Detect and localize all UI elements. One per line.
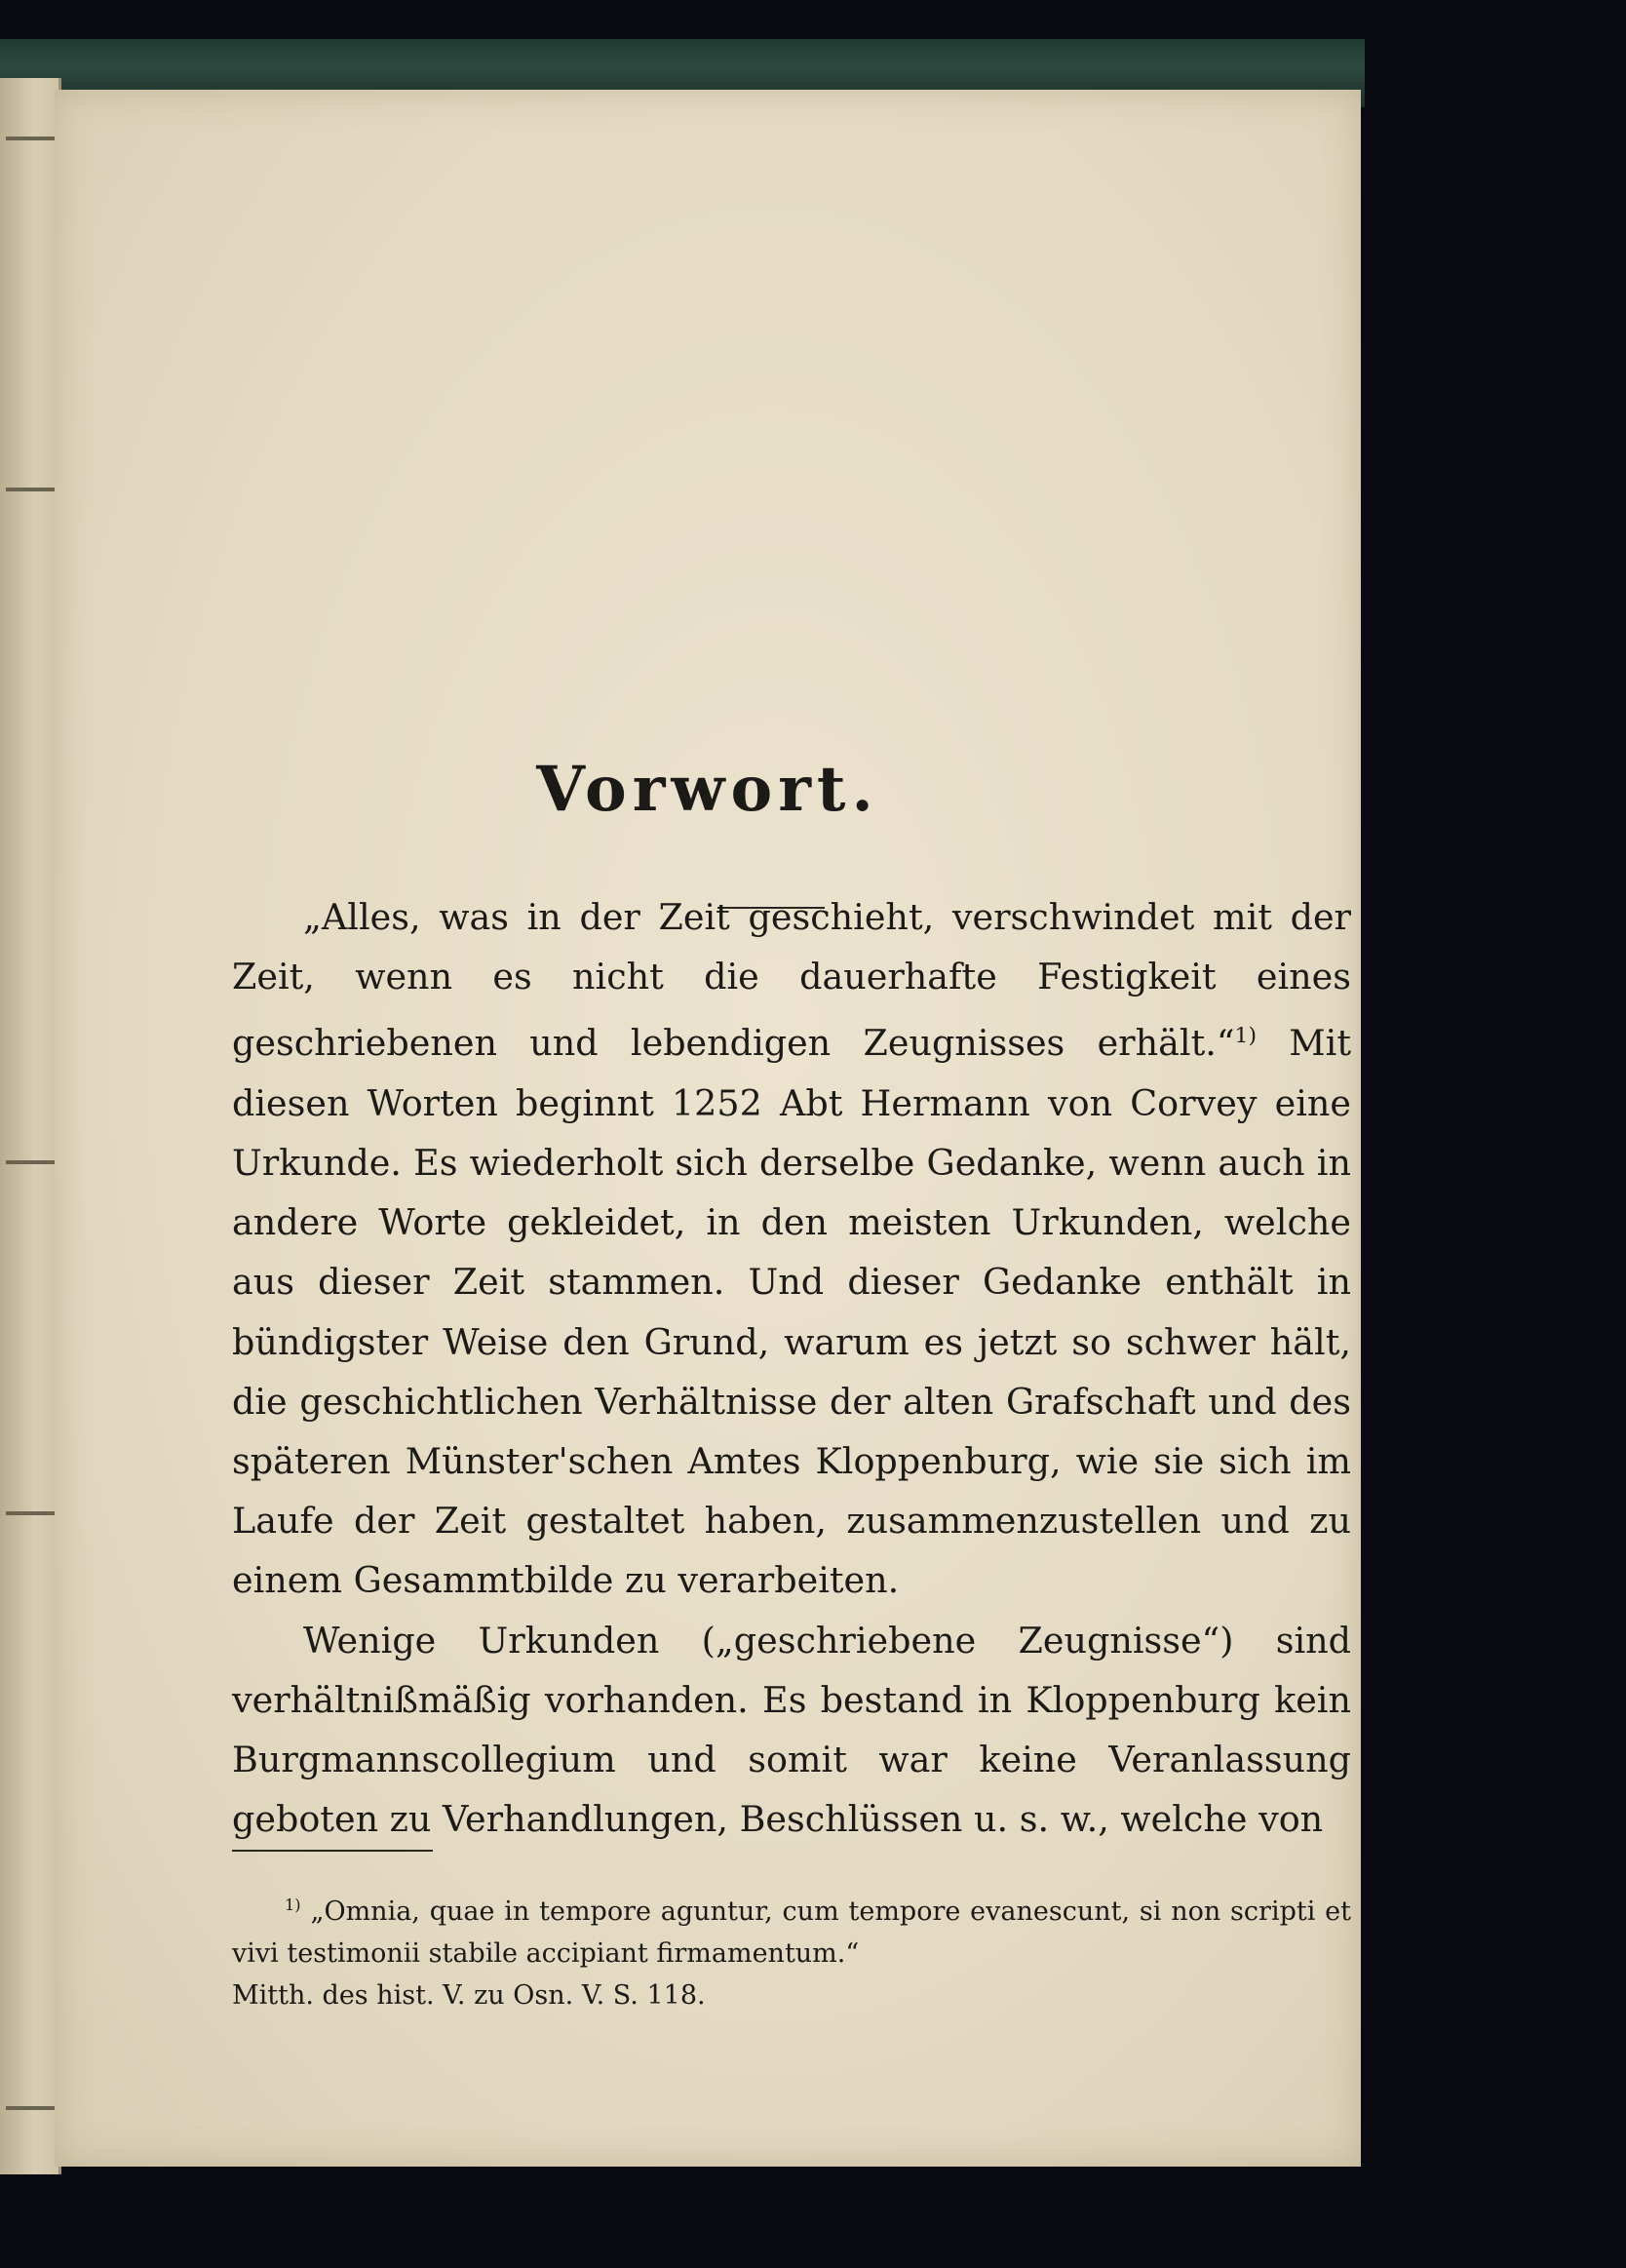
footnote-mark: 1): [285, 1896, 301, 1914]
footnote-ref-mark: 1): [1234, 1024, 1257, 1049]
paragraph-text: Mit diesen Worten beginnt 1252 Abt Hermann von Corvey eine Urkunde. Es wiederholt sich derselbe Gedanke, wenn auch in andere Worte gekleidet, in den meisten Urkunden, welche aus dieser Zeit stammen. Und dieser Gedanke enthält in bündigster Weise den Grund, warum es jetzt so schwer hält, die geschichtlichen Verhältnisse der alten Grafschaft und des späteren Münster'schen Amtes Kloppenburg, wie sie sich im Laufe der Zeit gestaltet haben, zusammenzustellen und zu einem Gesammtbilde zu verarbeiten.: [232, 1022, 1351, 1602]
footnote-divider: [232, 1850, 433, 1852]
left-facing-page-edge: [0, 78, 61, 2174]
paragraph: [232, 887, 1351, 1611]
footnote-reference: Mitth. des hist. V. zu Osn. V. S. 118.: [232, 1980, 706, 2011]
body-text: [232, 887, 1351, 1849]
footnote: [232, 1884, 1351, 2016]
paragraph-text: „Alles, was in der Zeit geschieht, verschwindet mit der Zeit, wenn es nicht die dauerhafte Festigkeit eines geschriebenen und lebendigen Zeugnisses erhält.“: [232, 896, 1351, 1065]
book-page: [55, 90, 1361, 2167]
paragraph: Wenige Urkunden („geschriebene Zeugnisse“) sind verhältnißmäßig vorhanden. Es bestand in Kloppenburg kein Burgmannscollegium und somit war keine Veranlassung geboten zu Verhandlungen, Beschlüssen u. s. w., welche von: [232, 1619, 1351, 1841]
page-title: Vorwort.: [536, 753, 879, 826]
footnote-quote: „Omnia, quae in tempore aguntur, cum tempore evanescunt, si non scripti et vivi testimonii stabile accipiant firmamentum.“: [232, 1897, 1351, 1969]
footnote-text: [232, 1884, 1351, 1975]
